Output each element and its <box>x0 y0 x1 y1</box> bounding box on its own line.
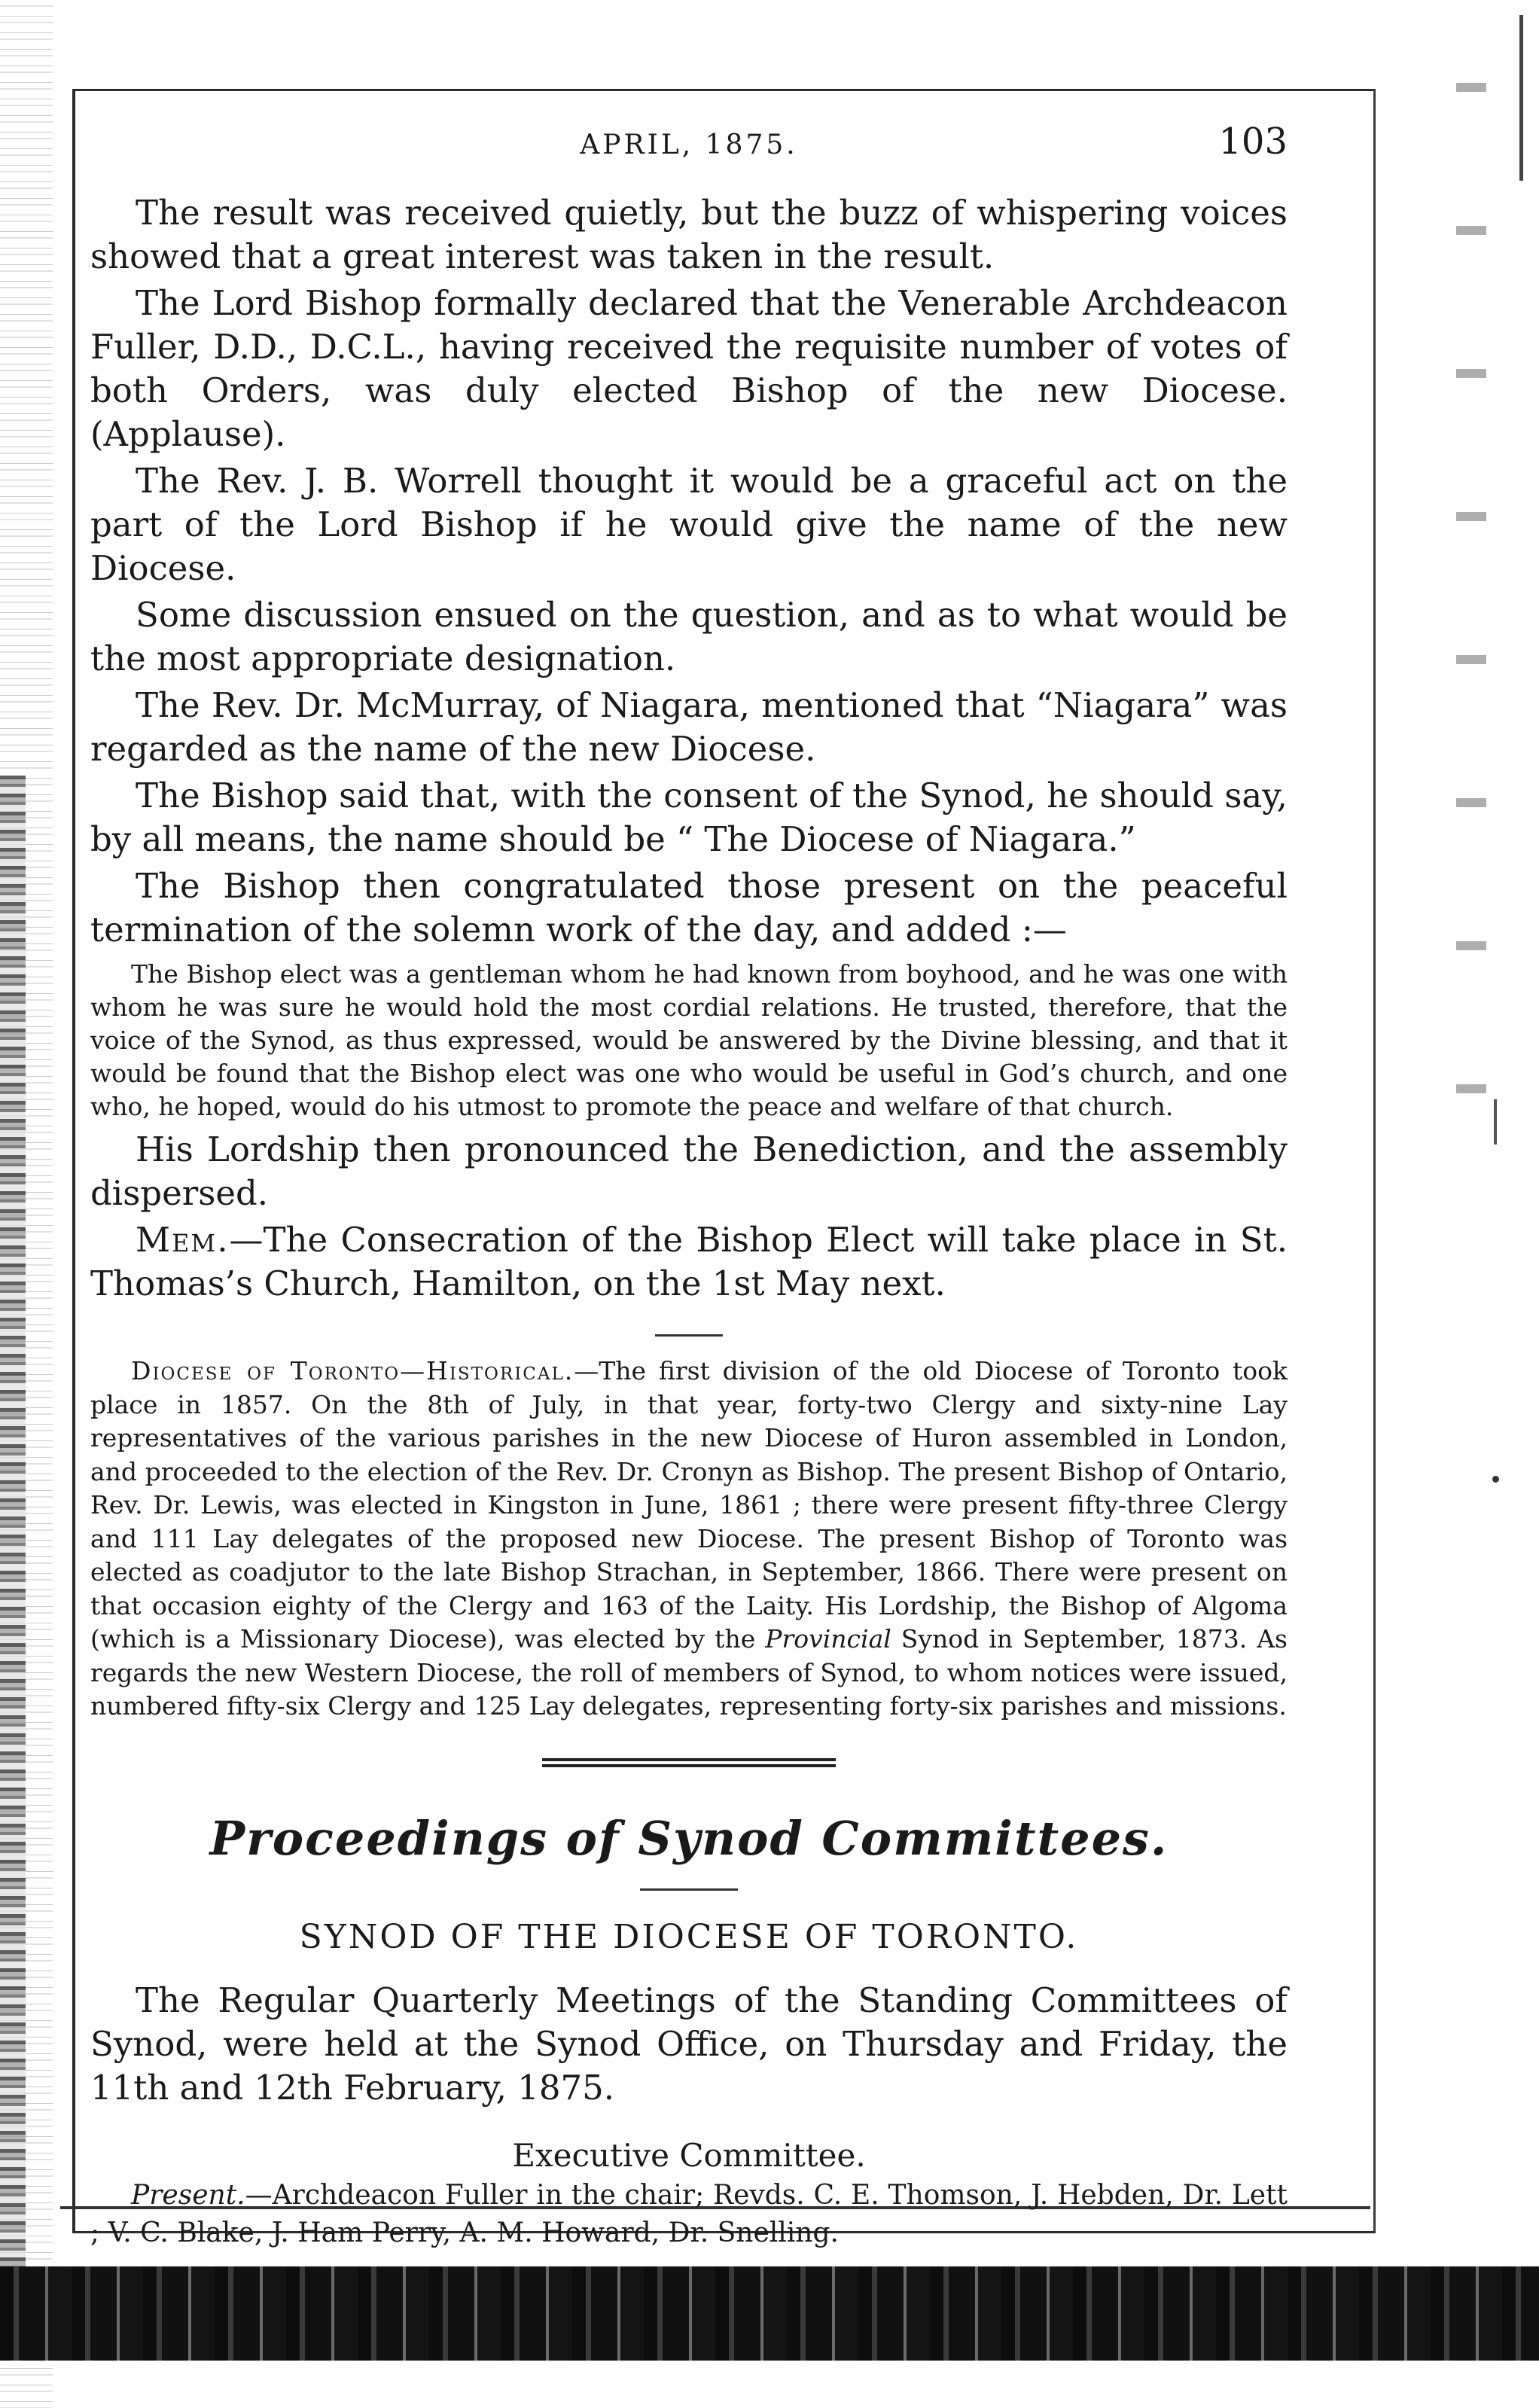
scan-edge-bottom <box>0 2266 1539 2361</box>
present-text: —Archdeacon Fuller in the chair; Revds. C. E. Thomson, J. Hebden, Dr. Lett ; V. C. Blake, J. Ham Perry, A. M. Howard, Dr. Snelling. <box>90 2179 1288 2248</box>
historical-note <box>90 1355 1288 1724</box>
benediction-paragraph: His Lordship then pronounced the Benediction, and the assembly dispersed. <box>90 1129 1288 1213</box>
paragraph: Some discussion ensued on the question, and as to what would be the most appropriate designation. <box>90 595 1288 678</box>
historical-text-end: Synod in September, 1873. As regards the new Western Diocese, the roll of members of Synod, to whom notices were issued, numbered fifty-six Clergy and 125 Lay delegates, representing forty-six parishes and missions. <box>90 1624 1288 1721</box>
scan-mark-right <box>1494 1099 1497 1145</box>
paragraph: The Lord Bishop formally declared that the Venerable Archdeacon Fuller, D.D., D.C.L., having received the requisite number of votes of both Orders, was duly elected Bishop of the new Diocese. (Applause). <box>90 283 1288 454</box>
scan-dot <box>1492 1476 1499 1483</box>
paragraph: The Bishop said that, with the consent of the Synod, he should say, by all means, the name should be “ The Diocese of Niagara.” <box>90 776 1288 859</box>
scan-edge-left-dark <box>0 776 26 2327</box>
mem-paragraph <box>90 1218 1288 1306</box>
paragraph: The result was received quietly, but the buzz of whispering voices showed that a great interest was taken in the result. <box>90 193 1288 276</box>
historical-text: —The first division of the old Diocese of Toronto took place in 1857. On the 8th of July, in that year, forty-two Clergy and sixty-nine Lay representatives of the various parishes in the new Diocese of Huron assembled in London, and proceeded to the election of the Rev. Dr. Cronyn as Bishop. The present Bishop of Ontario, Rev. Dr. Lewis, was elected in Kingston in June, 1861 ; there were present fifty-three Clergy and 111 Lay delegates of the proposed new Diocese. The present Bishop of Toronto was elected as coadjutor to the late Bishop Strachan, in September, 1866. There were present on that occasion eighty of the Clergy and 163 of the Laity. His Lordship, the Bishop of Algoma (which is a Missionary Diocese), was elected by the <box>90 1356 1288 1654</box>
page-number: 103 <box>1218 120 1288 163</box>
present-label: Present. <box>131 2179 245 2211</box>
double-rule <box>542 1758 836 1767</box>
bishop-quote: The Bishop elect was a gentleman whom he had known from boyhood, and he was one with whom he was sure he would hold the most cordial relations. He trusted, therefore, that the voice of the Synod, as thus expressed, would be answered by the Divine blessing, and that it would be found that the Bishop elect was one who would be useful in God’s church, and one who, he hoped, would do his utmost to promote the peace and welfare of that church. <box>90 959 1288 1121</box>
paragraph: The Bishop then congratulated those present on the peaceful termination of the solemn work of the day, and added :— <box>90 866 1288 949</box>
mem-text: —The Consecration of the Bishop Elect will take place in St. Thomas’s Church, Hamilton, on the 1st May next. <box>90 1220 1288 1303</box>
header-date: APRIL, 1875. <box>580 130 798 160</box>
title-divider <box>640 1888 738 1891</box>
running-head <box>90 120 1288 188</box>
present-paragraph <box>90 2177 1288 2252</box>
scan-rule-right <box>1519 15 1523 181</box>
section-divider <box>655 1334 723 1337</box>
historical-italic: Provincial <box>765 1624 891 1654</box>
paragraph: The Rev. Dr. McMurray, of Niagara, mentioned that “Niagara” was regarded as the name of the new Diocese. <box>90 685 1288 769</box>
scan-marks-right <box>1456 30 1486 1160</box>
historical-label: Diocese of Toronto—Historical. <box>131 1356 574 1385</box>
paragraph: The Rev. J. B. Worrell thought it would be a graceful act on the part of the Lord Bishop if he would give the name of the new Diocese. <box>90 461 1288 588</box>
meetings-paragraph: The Regular Quarterly Meetings of the Standing Committees of Synod, were held at the Synod Office, on Thursday and Friday, the 11th and 12th February, 1875. <box>90 1980 1288 2108</box>
synod-heading: SYNOD OF THE DIOCESE OF TORONTO. <box>299 1917 1079 1956</box>
page-content <box>90 105 1288 2252</box>
section-title: Proceedings of Synod Committees. <box>209 1810 1169 1866</box>
executive-heading: Executive Committee. <box>512 2136 866 2174</box>
mem-label: Mem. <box>136 1220 230 1260</box>
